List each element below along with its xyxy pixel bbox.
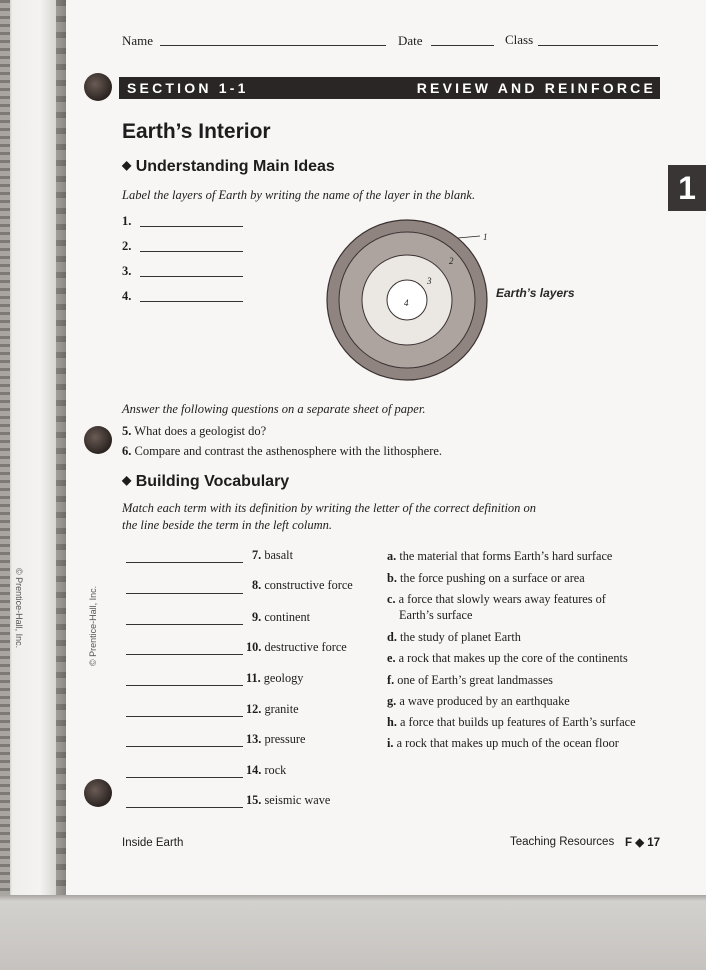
layer-blank-3[interactable] [140, 276, 243, 277]
question-5-number: 5. [122, 424, 132, 438]
definition-a-text: the material that forms Earth’s hard surface [399, 549, 613, 563]
definition-c-text-continued: Earth’s surface [399, 608, 473, 622]
diagram-label-1: 1 [483, 232, 488, 242]
blank-number-1: 1. [122, 214, 132, 228]
question-6-text: Compare and contrast the asthenosphere with the lithosphere. [134, 444, 443, 458]
term-11-text: geology [263, 671, 304, 685]
definition-e-letter: e. [387, 651, 396, 665]
term-14-text: rock [264, 763, 287, 777]
definition-h [387, 714, 667, 730]
definition-f-text: one of Earth’s great landmasses [397, 673, 553, 687]
term-8 [252, 578, 353, 593]
definition-a-letter: a. [387, 549, 397, 563]
definition-d [387, 629, 667, 645]
term-14 [246, 763, 286, 778]
definition-f-letter: f. [387, 673, 395, 687]
term-13-number: 13. [246, 732, 262, 746]
term-8-number: 8. [252, 578, 262, 592]
definition-e [387, 650, 667, 666]
date-label: Date [398, 33, 423, 48]
definition-h-letter: h. [387, 715, 397, 729]
answer-blank-12[interactable] [126, 716, 243, 717]
answer-blank-15[interactable] [126, 807, 243, 808]
term-12-number: 12. [246, 702, 262, 716]
footer-resource-label: Teaching Resources [510, 836, 615, 848]
definition-i-text: a rock that makes up much of the ocean floor [396, 736, 619, 750]
answer-blank-10[interactable] [126, 654, 243, 655]
binder-gap [56, 0, 66, 895]
term-13-text: pressure [264, 732, 306, 746]
binder-edge [0, 0, 70, 895]
definition-d-text: the study of planet Earth [400, 630, 521, 644]
layer-blank-2[interactable] [140, 251, 243, 252]
blank-number-4: 4. [122, 289, 132, 303]
term-7-text: basalt [264, 548, 293, 562]
punch-hole-top [84, 73, 112, 101]
term-15 [246, 793, 330, 808]
class-field[interactable] [538, 45, 658, 46]
banner-heading: REVIEW AND REINFORCE [416, 80, 656, 96]
section-heading-vocabulary [122, 473, 289, 491]
layer-blank-1[interactable] [140, 226, 243, 227]
name-field[interactable] [160, 45, 386, 46]
term-11-number: 11. [246, 671, 261, 685]
matching-instructions-line-1: Match each term with its definition by writing the letter of the correct definition on [122, 501, 537, 515]
earth-layers-diagram [320, 210, 580, 390]
copyright-back: © Prentice-Hall, Inc. [14, 568, 24, 649]
footer-unit-title: Inside Earth [122, 837, 184, 849]
answer-blank-9[interactable] [126, 624, 243, 625]
binder-rings [0, 0, 10, 895]
answer-blank-11[interactable] [126, 685, 243, 686]
term-13 [246, 732, 305, 747]
term-9-text: continent [264, 610, 311, 624]
definition-c-text: a force that slowly wears away features of [398, 592, 606, 606]
diagram-label-2: 2 [449, 256, 454, 266]
section-banner [119, 77, 660, 99]
term-11 [246, 671, 303, 686]
definition-h-text: a force that builds up features of Earth’s surface [400, 715, 636, 729]
definition-g-text: a wave produced by an earthquake [399, 694, 570, 708]
definition-d-letter: d. [387, 630, 397, 644]
definition-b-text: the force pushing on a surface or area [400, 571, 585, 585]
diagram-caption: Earth’s layers [496, 286, 575, 300]
vocabulary-heading-label: Building Vocabulary [135, 473, 290, 490]
diamond-bullet-icon: ◆ [122, 158, 132, 172]
blank-number-3: 3. [122, 264, 132, 278]
section-number: SECTION 1-1 [127, 80, 249, 96]
definition-c [387, 591, 667, 623]
question-6-number: 6. [122, 444, 132, 458]
term-7-number: 7. [252, 548, 262, 562]
question-5 [122, 424, 266, 439]
term-7 [252, 548, 293, 563]
matching-instructions-line-2: the line beside the term in the left column. [122, 518, 333, 532]
term-8-text: constructive force [264, 578, 353, 592]
definition-g [387, 693, 667, 709]
copyright-notice: © Prentice-Hall, Inc. [88, 585, 98, 666]
punch-hole-bottom [84, 779, 112, 807]
labeling-instructions: Label the layers of Earth by writing the name of the layer in the blank. [122, 188, 476, 202]
answer-blank-8[interactable] [126, 593, 243, 594]
crust-leader-line [458, 236, 480, 238]
date-field[interactable] [431, 45, 494, 46]
term-9-number: 9. [252, 610, 262, 624]
term-12 [246, 702, 299, 717]
term-10 [246, 640, 347, 655]
punch-hole-middle [84, 426, 112, 454]
definition-f [387, 672, 667, 688]
layer-blank-4[interactable] [140, 301, 243, 302]
definition-a [387, 548, 667, 564]
question-5-text: What does a geologist do? [134, 424, 267, 438]
name-label: Name [122, 33, 154, 48]
definition-i-letter: i. [387, 736, 394, 750]
footer-page-number: F ◆ 17 [625, 837, 661, 849]
definition-b [387, 570, 667, 586]
diagram-label-4: 4 [404, 298, 409, 308]
definition-e-text: a rock that makes up the core of the continents [398, 651, 628, 665]
answer-blank-14[interactable] [126, 777, 243, 778]
page-title: Earth’s Interior [122, 120, 271, 143]
diamond-bullet-icon: ◆ [122, 473, 132, 487]
section-heading-label: Understanding Main Ideas [135, 158, 335, 175]
questions-instructions: Answer the following questions on a separate sheet of paper. [122, 402, 426, 416]
binder-bottom [0, 895, 706, 970]
section-heading-main-ideas [122, 158, 335, 176]
definition-b-letter: b. [387, 571, 397, 585]
question-6 [122, 444, 442, 459]
term-9 [252, 610, 310, 625]
chapter-tab: 1 [668, 165, 706, 211]
term-12-text: granite [264, 702, 299, 716]
answer-blank-13[interactable] [126, 746, 243, 747]
term-10-number: 10. [246, 640, 262, 654]
term-10-text: destructive force [264, 640, 347, 654]
definition-i [387, 735, 667, 751]
diagram-label-3: 3 [427, 276, 432, 286]
blank-number-2: 2. [122, 239, 132, 253]
definition-c-letter: c. [387, 592, 396, 606]
term-15-text: seismic wave [264, 793, 331, 807]
answer-blank-7[interactable] [126, 562, 243, 563]
definition-g-letter: g. [387, 694, 397, 708]
class-label: Class [505, 32, 534, 47]
term-15-number: 15. [246, 793, 262, 807]
term-14-number: 14. [246, 763, 262, 777]
